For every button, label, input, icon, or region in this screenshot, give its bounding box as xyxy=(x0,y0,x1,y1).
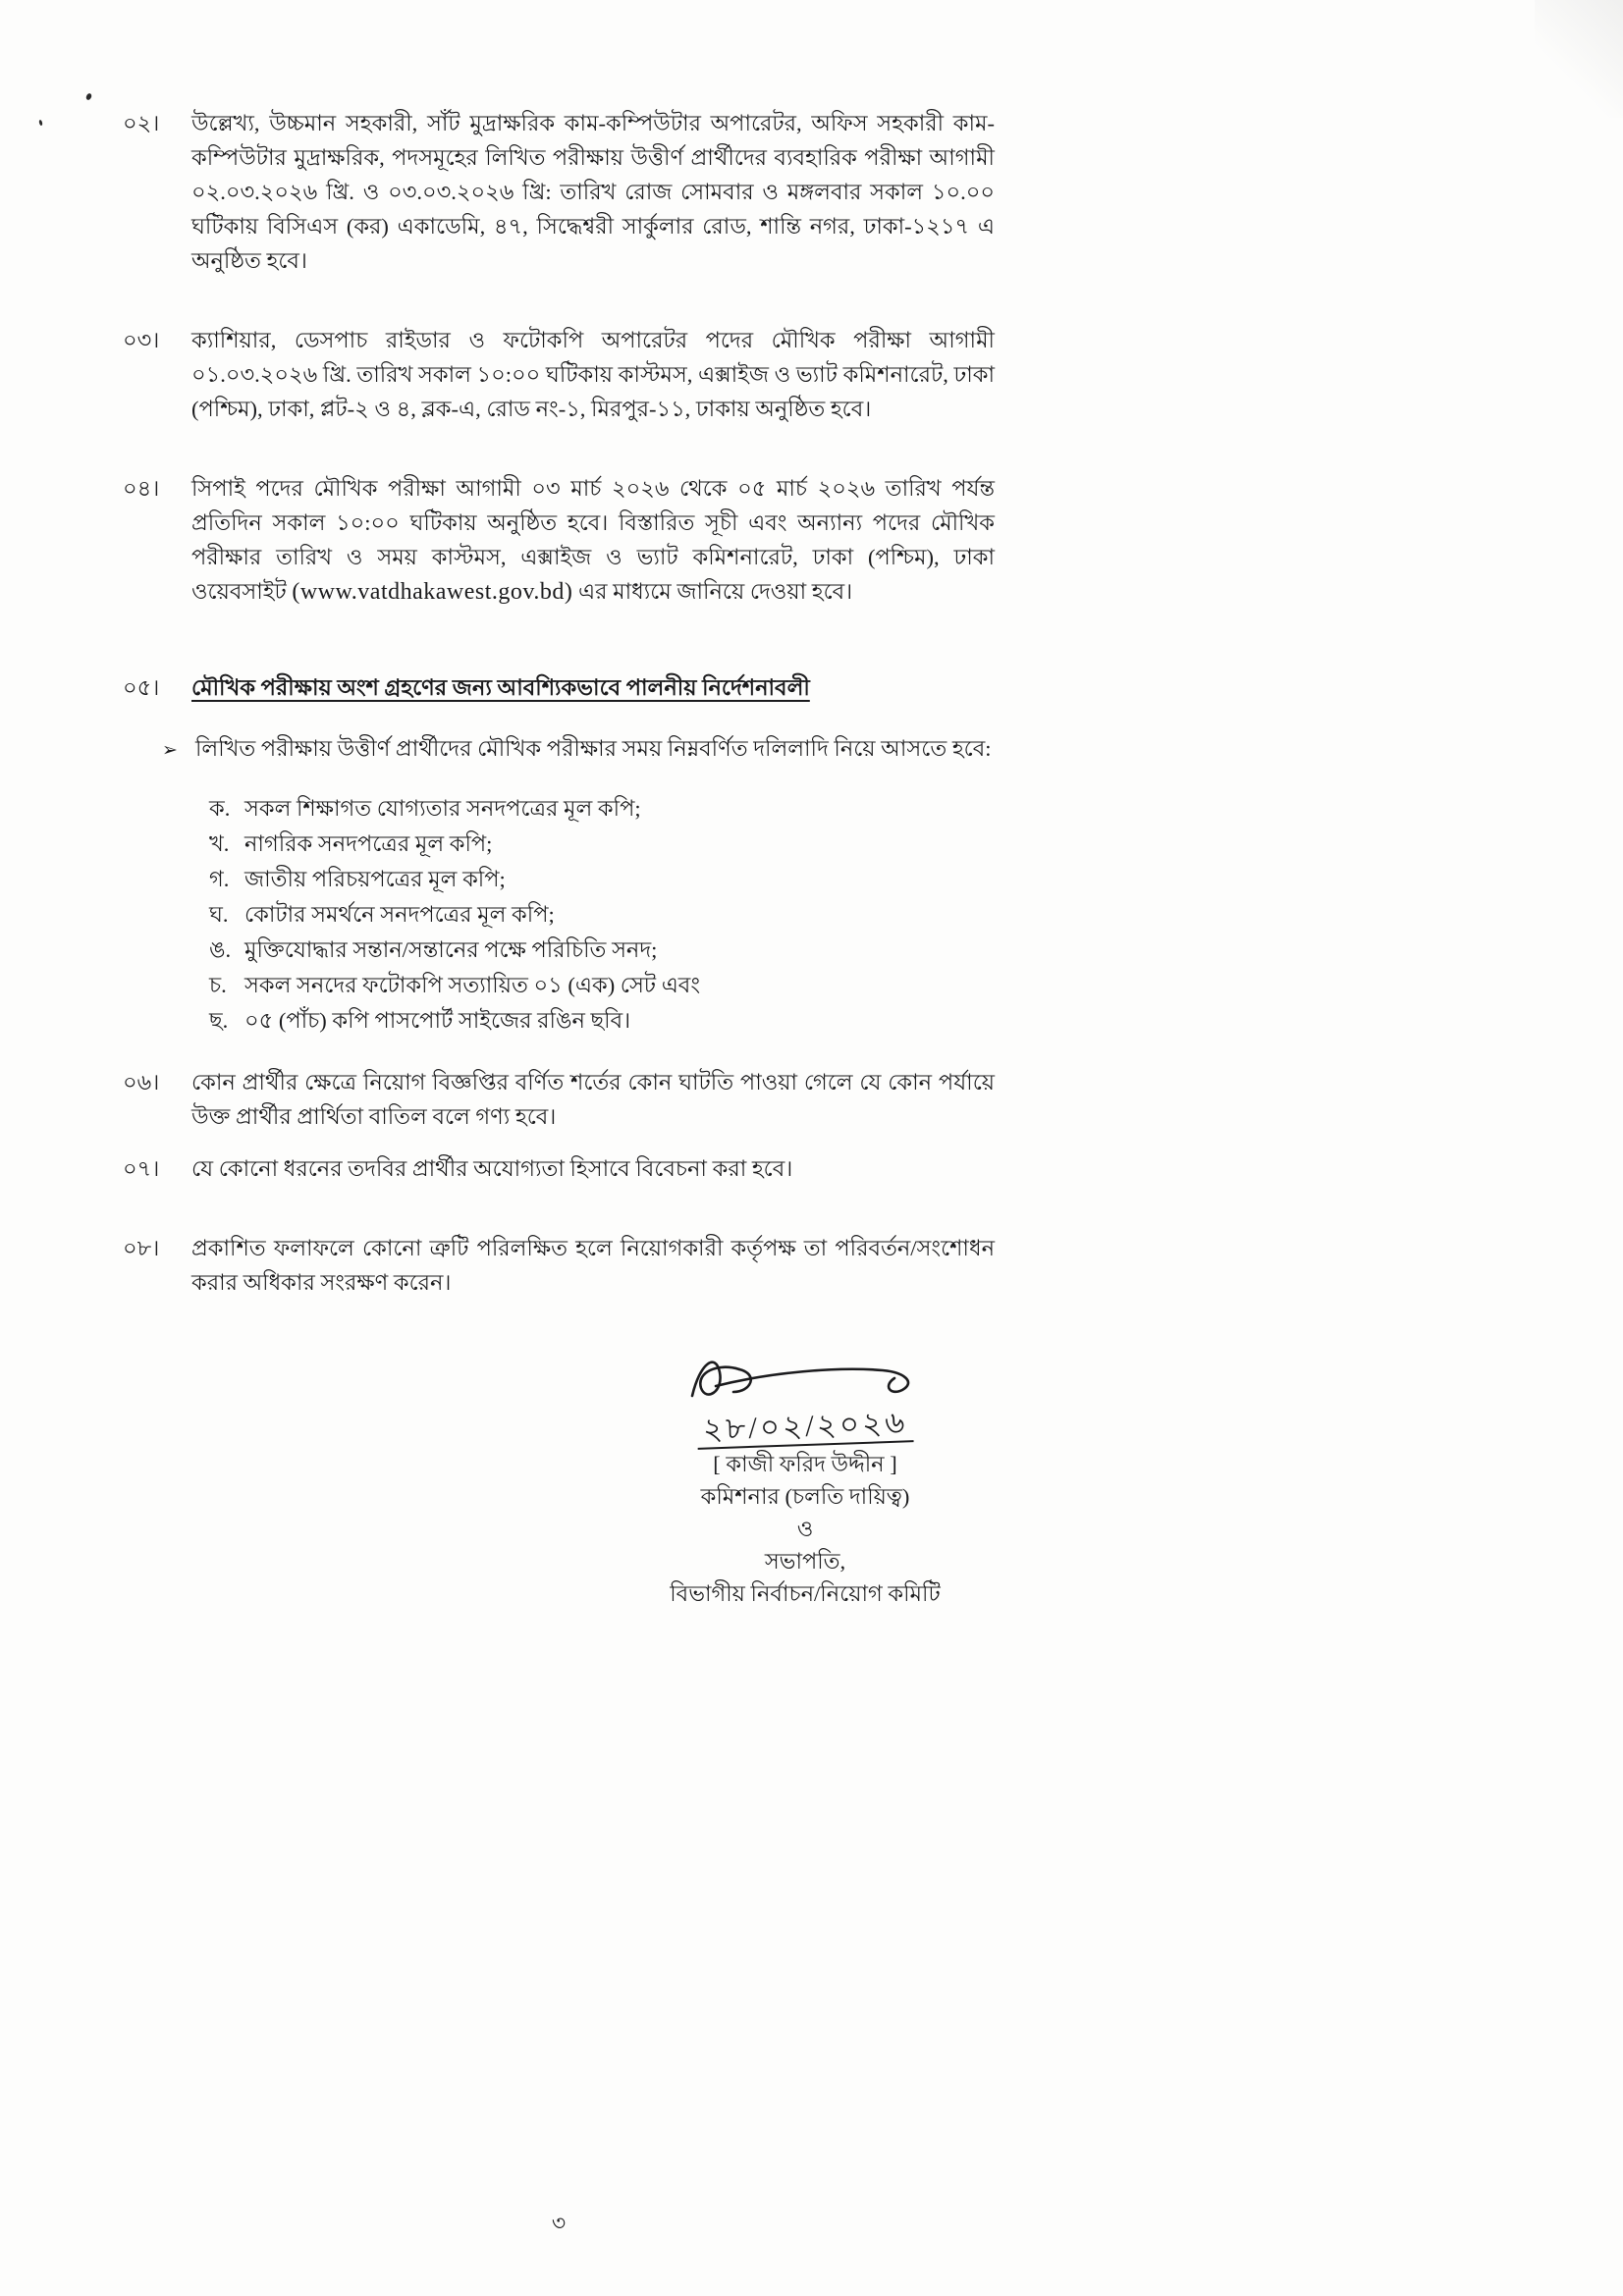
scan-speckle xyxy=(38,120,42,127)
paragraph-04 xyxy=(123,471,995,610)
list-item-label: ঘ. xyxy=(209,902,229,927)
list-item xyxy=(209,1005,995,1036)
list-item-label: গ. xyxy=(209,867,230,891)
section-heading-05 xyxy=(123,670,995,705)
signatory-name: [ কাজী ফরিদ উদ্দীন ] xyxy=(713,1452,897,1476)
list-item-text: নাগরিক সনদপত্রের মূল কপি; xyxy=(244,831,493,856)
arrow-bullet-icon: ➢ xyxy=(162,740,178,761)
paragraph-02 xyxy=(123,106,995,278)
paragraph-number: ০৩। xyxy=(123,328,160,352)
list-item-text: মুক্তিযোদ্ধার সন্তান/সন্তানের পক্ষে পরিচিতি সনদ; xyxy=(244,937,658,962)
paragraph-number: ০৭। xyxy=(123,1156,160,1181)
paragraph-06 xyxy=(123,1065,995,1134)
list-item-label: চ. xyxy=(209,973,227,997)
list-item-label: ছ. xyxy=(209,1008,229,1033)
signatory-conjunction: ও xyxy=(796,1517,814,1541)
page-number: ৩ xyxy=(551,2211,567,2235)
paragraph-text: প্রকাশিত ফলাফলে কোনো ত্রুটি পরিলক্ষিত হলে নিয়োগকারী কর্তৃপক্ষ তা পরিবর্তন/সংশোধন করার অধিকার সংরক্ষণ করেন। xyxy=(191,1236,995,1295)
paragraph-number: ০৪। xyxy=(123,476,160,501)
scan-speckle xyxy=(85,92,92,100)
signature-date: ২৮/০২/২০২৬ xyxy=(696,1406,914,1450)
paragraph-03 xyxy=(123,323,995,426)
section-heading-title: মৌখিক পরীক্ষায় অংশ গ্রহণের জন্য আবশ্যিকভাবে পালনীয় নির্দেশনাবলী xyxy=(191,675,810,700)
document-body xyxy=(123,106,995,1610)
paragraph-number: ০৫। xyxy=(123,675,160,700)
website-url-text: (www.vatdhakawest.gov.bd) xyxy=(292,579,573,605)
instruction-text: লিখিত পরীক্ষায় উত্তীর্ণ প্রার্থীদের মৌখিক পরীক্ষার সময় নিম্নবর্ণিত দলিলাদি নিয়ে আসতে হবে: xyxy=(195,736,992,761)
paragraph-text-after-url: এর মাধ্যমে জানিয়ে দেওয়া হবে। xyxy=(572,579,853,604)
list-item-label: ঙ. xyxy=(209,937,232,962)
scan-smudge xyxy=(1535,0,1623,118)
paragraph-text: কোন প্রার্থীর ক্ষেত্রে নিয়োগ বিজ্ঞপ্তির বর্ণিত শর্তের কোন ঘাটতি পাওয়া গেলে যে কোন পর্যায়ে উক্ত প্রার্থীর প্রার্থিতা বাতিল বলে গণ্য হবে। xyxy=(191,1070,995,1129)
paragraph-number: ০২। xyxy=(123,111,160,135)
paragraph-number: ০৬। xyxy=(123,1070,160,1095)
list-item-text: কোটার সমর্থনে সনদপত্রের মূল কপি; xyxy=(244,902,555,927)
paragraph-number: ০৮। xyxy=(123,1236,160,1260)
signatory-role-commissioner: কমিশনার (চলতি দায়িত্ব) xyxy=(700,1484,910,1509)
list-item-text: ০৫ (পাঁচ) কপি পাসপোর্ট সাইজের রঙিন ছবি। xyxy=(244,1008,631,1033)
list-item-text: সকল সনদের ফটোকপি সত্যায়িত ০১ (এক) সেট এবং xyxy=(244,973,701,997)
paragraph-text: যে কোনো ধরনের তদবির প্রার্থীর অযোগ্যতা হিসাবে বিবেচনা করা হবে। xyxy=(191,1156,793,1181)
paragraph-text: ক্যাশিয়ার, ডেসপাচ রাইডার ও ফটোকপি অপারেটর পদের মৌখিক পরীক্ষা আগামী ০১.০৩.২০২৬ খ্রি. তারিখ সকাল ১০:০০ ঘটিকায় কাস্টমস, এক্সাইজ ও ভ্যাট কমিশনারেট, ঢাকা (পশ্চিম), ঢাকা, প্লট-২ ও ৪, ব্লক-এ, রোড নং-১, মিরপুর-১১, ঢাকায় অনুষ্ঠিত হবে। xyxy=(191,328,995,421)
list-item-text: সকল শিক্ষাগত যোগ্যতার সনদপত্রের মূল কপি; xyxy=(244,796,641,821)
signature-block xyxy=(643,1345,967,1610)
list-item xyxy=(209,899,995,930)
list-item-label: ক. xyxy=(209,796,231,821)
signatory-role-chairman: সভাপতি, xyxy=(764,1549,846,1574)
list-item-label: খ. xyxy=(209,831,230,856)
list-item xyxy=(209,793,995,824)
paragraph-08 xyxy=(123,1231,995,1300)
list-item xyxy=(209,934,995,965)
instruction-bullet xyxy=(162,732,995,768)
list-item xyxy=(209,970,995,1000)
paragraph-text: উল্লেখ্য, উচ্চমান সহকারী, সাঁট মুদ্রাক্ষরিক কাম-কম্পিউটার অপারেটর, অফিস সহকারী কাম-কম্পিউটার মুদ্রাক্ষরিক, পদসমূহের লিখিত পরীক্ষায় উত্তীর্ণ প্রার্থীদের ব্যবহারিক পরীক্ষা আগামী ০২.০৩.২০২৬ খ্রি. ও ০৩.০৩.২০২৬ খ্রি: তারিখ রোজ সোমবার ও মঙ্গলবার সকাল ১০.০০ ঘটিকায় বিসিএস (কর) একাডেমি, ৪৭, সিদ্ধেশ্বরী সার্কুলার রোড, শান্তি নগর, ঢাকা-১২১৭ এ অনুষ্ঠিত হবে। xyxy=(191,111,995,273)
paragraph-07 xyxy=(123,1151,995,1186)
list-item xyxy=(209,828,995,859)
list-item-text: জাতীয় পরিচয়পত্রের মূল কপি; xyxy=(244,867,506,891)
list-item xyxy=(209,864,995,894)
signatory-committee: বিভাগীয় নির্বাচন/নিয়োগ কমিটি xyxy=(670,1581,941,1606)
paragraph-text xyxy=(191,471,995,610)
paragraph-text-before-url: সিপাই পদের মৌখিক পরীক্ষা আগামী ০৩ মার্চ ২০২৬ থেকে ০৫ মার্চ ২০২৬ তারিখ পর্যন্ত প্রতিদিন সকাল ১০:০০ ঘটিকায় অনুষ্ঠিত হবে। বিস্তারিত সূচী এবং অন্যান্য পদের মৌখিক পরীক্ষার তারিখ ও সময় কাস্টমস, এক্সাইজ ও ভ্যাট কমিশনারেট, ঢাকা (পশ্চিম), ঢাকা ওয়েবসাইট xyxy=(191,476,995,604)
required-documents-list xyxy=(209,793,995,1036)
